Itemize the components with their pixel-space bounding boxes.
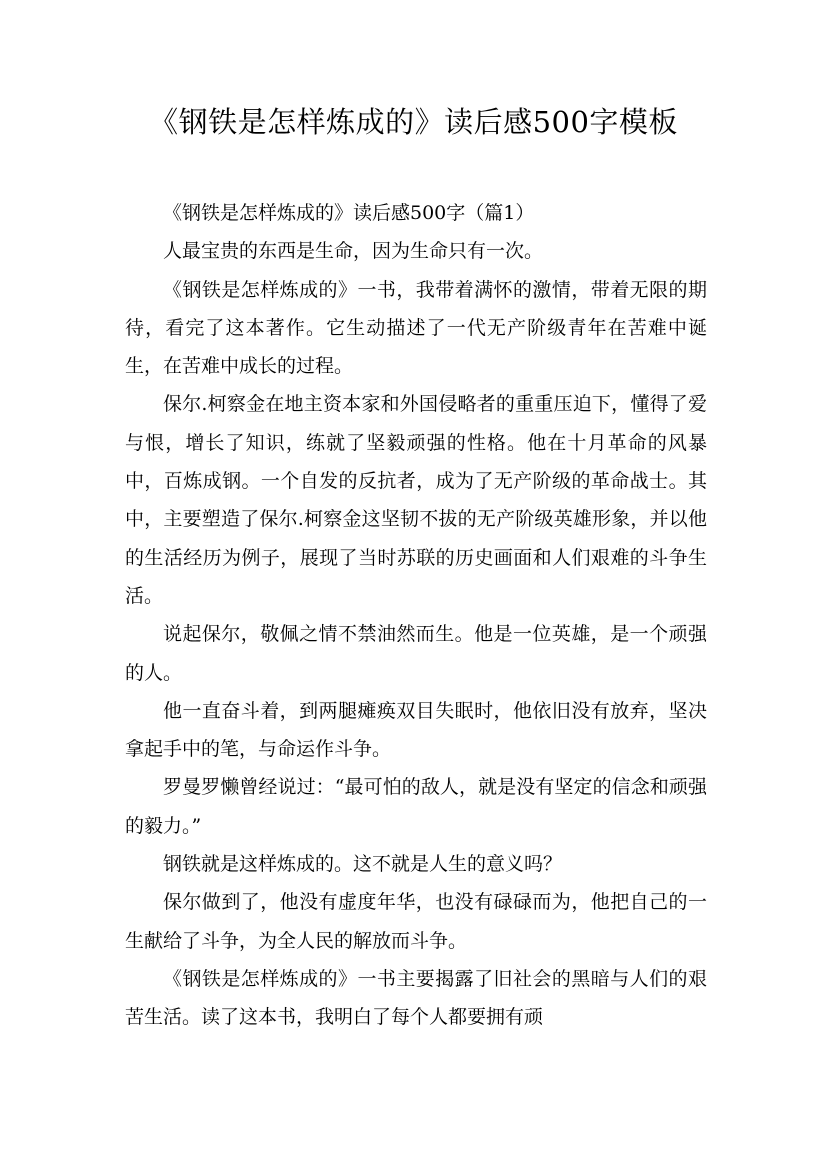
paragraph: 钢铁就是这样炼成的。这不就是人生的意义吗？ (163, 853, 563, 876)
paragraph: 他一直奋斗着，到两腿瘫痪双目失眠时，他依旧没有放弃，坚决拿起手中的笔，与命运作斗争。 (125, 699, 707, 761)
paragraph: 人最宝贵的东西是生命，因为生命只有一次。 (163, 240, 544, 263)
paragraph: 罗曼罗懒曾经说过：“最可怕的敌人，就是没有坚定的信念和顽强的毅力。” (125, 776, 707, 837)
paragraph: 说起保尔，敬佩之情不禁油然而生。他是一位英雄，是一个顽强的人。 (125, 623, 707, 684)
document-body (125, 194, 707, 1037)
paragraph: 保尔做到了，他没有虚度年华，也没有碌碌而为，他把自己的一生献给了斗争，为全人民的解放而斗争。 (125, 891, 707, 952)
paragraph: 保尔.柯察金在地主资本家和外国侵略者的重重压迫下，懂得了爱与恨，增长了知识，练就了坚毅顽强的性格。他在十月革命的风暴中，百炼成钢。一个自发的反抗者，成为了无产阶级的革命战士。其中，主要塑造了保尔.柯察金这坚韧不拔的无产阶级英雄形象，并以他的生活经历为例子，展现了当时苏联的历史画面和人们艰难的斗争生活。 (125, 393, 707, 607)
paragraph: 《钢铁是怎样炼成的》一书，我带着满怀的激情，带着无限的期待，看完了这本著作。它生动描述了一代无产阶级青年在苦难中诞生，在苦难中成长的过程。 (125, 278, 707, 378)
paragraph: 《钢铁是怎样炼成的》一书主要揭露了旧社会的黑暗与人们的艰苦生活。读了这本书，我明白了每个人都要拥有顽 (125, 967, 707, 1029)
paragraph-section-heading: 《钢铁是怎样炼成的》读后感500字（篇1） (163, 202, 535, 224)
document-title: 《钢铁是怎样炼成的》读后感500字模板 (149, 105, 678, 139)
